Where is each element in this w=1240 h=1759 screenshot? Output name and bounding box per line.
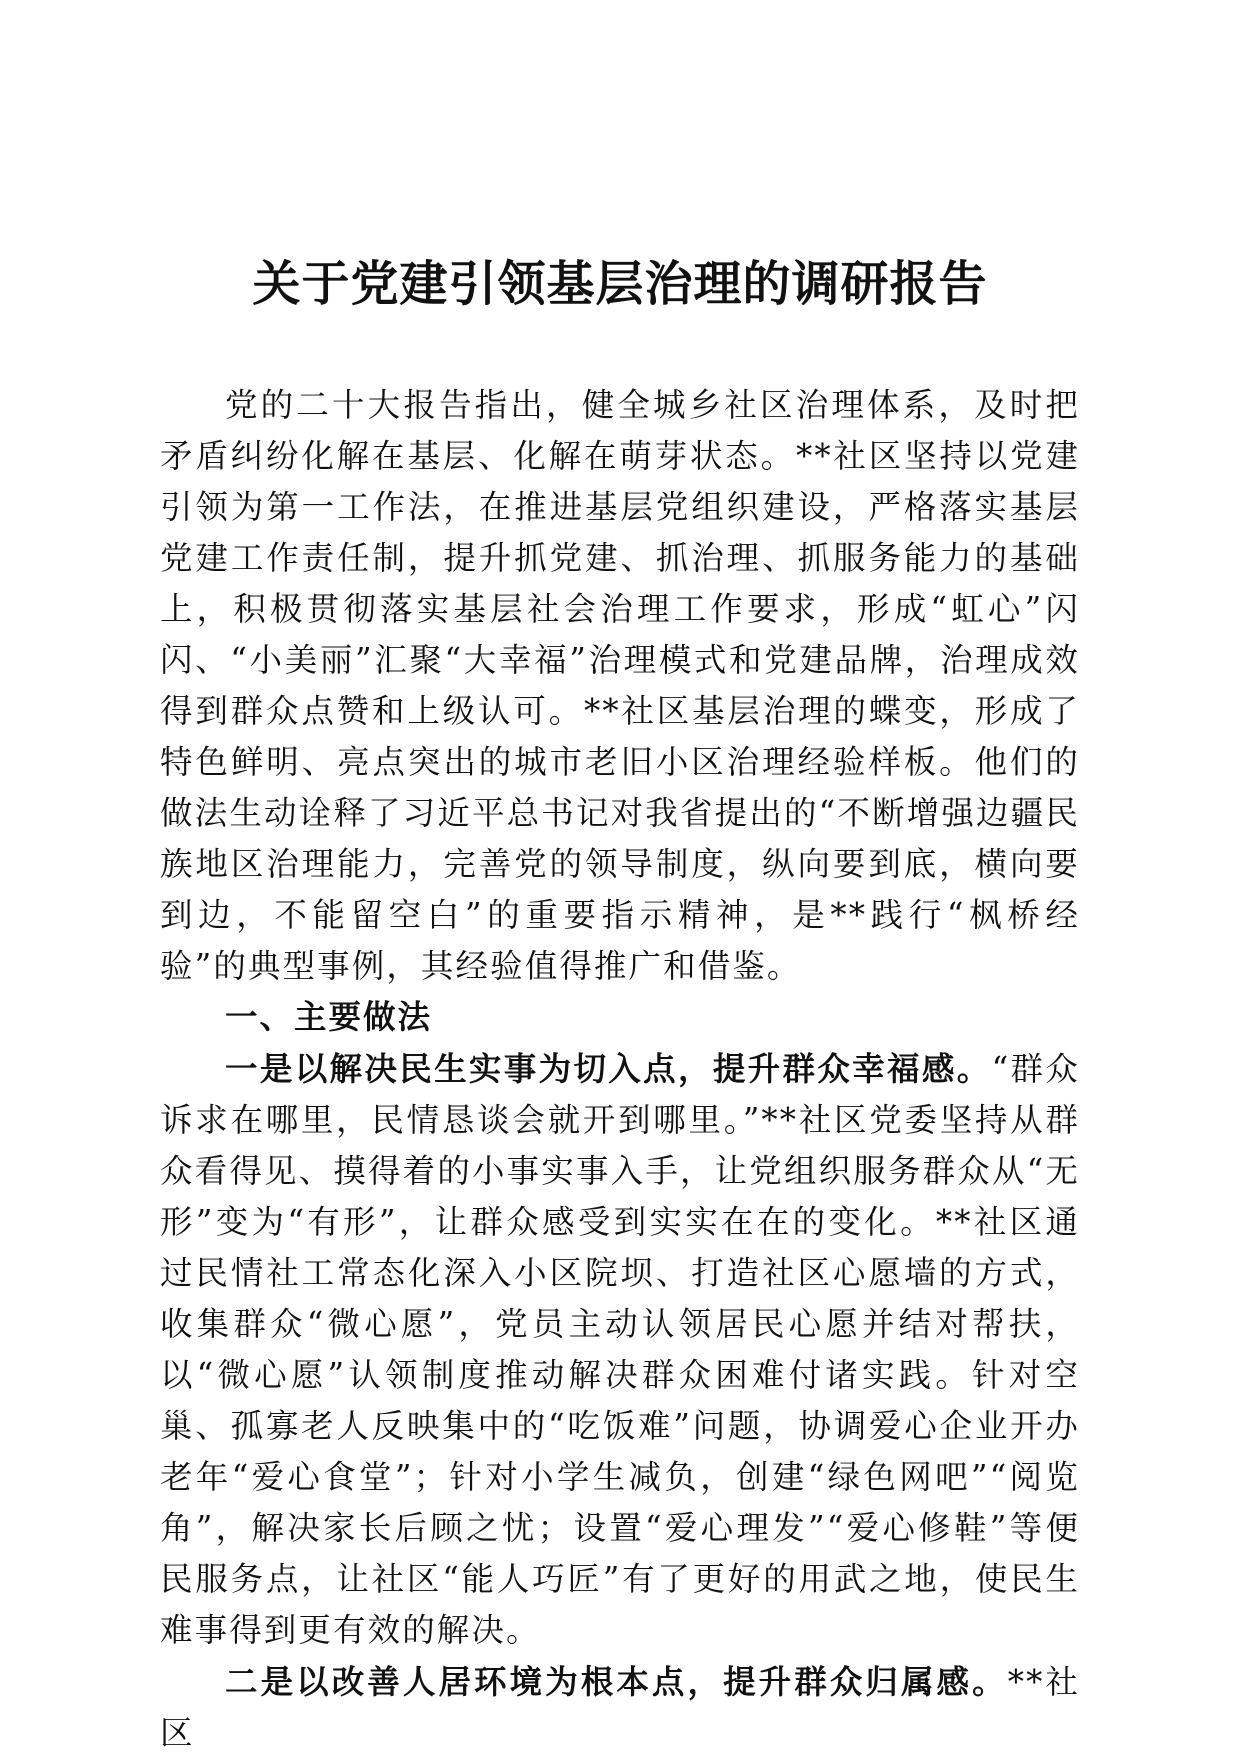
intro-paragraph: 党的二十大报告指出，健全城乡社区治理体系，及时把矛盾纠纷化解在基层、化解在萌芽状态。**社区坚持以党建引领为第一工作法，在推进基层党组织建设，严格落实基层党建工作责任制，提升抓党建、抓治理、抓服务能力的基础上，积极贯彻落实基层社会治理工作要求，形成“虹心”闪闪、“小美丽”汇聚“大幸福”治理模式和党建品牌，治理成效得到群众点赞和上级认可。**社区基层治理的蝶变，形成了特色鲜明、亮点突出的城市老旧小区治理经验样板。他们的做法生动诠释了习近平总书记对我省提出的“不断增强边疆民族地区治理能力，完善党的领导制度，纵向要到底，横向要到边，不能留空白”的重要指示精神，是**践行“枫桥经验”的典型事例，其经验值得推广和借鉴。 xyxy=(160,386,1080,985)
document-body xyxy=(160,380,1080,1759)
point-two-lead: 二是以改善人居环境为根本点，提升群众归属感。 xyxy=(225,1662,1008,1701)
document-title: 关于党建引领基层治理的调研报告 xyxy=(252,256,988,312)
section-heading-main-practices: 一、主要做法 xyxy=(225,998,433,1036)
point-one-body: “群众诉求在哪里，民情恳谈会就开到哪里。”**社区党委坚持从群众看得见、摸得着的小事实事入手，让党组织服务群众从“无形”变为“有形”，让群众感受到实实在在的变化。**社区通过民情社工常态化深入小区院坝、打造社区心愿墙的方式，收集群众“微心愿”，党员主动认领居民心愿并结对帮扶，以“微心愿”认领制度推动解决群众困难付诸实践。针对空巢、孤寡老人反映集中的“吃饭难”问题，协调爱心企业开办老年“爱心食堂”；针对小学生减负，创建“绿色网吧”“阅览角”，解决家长后顾之忧；设置“爱心理发”“爱心修鞋”等便民服务点，让社区“能人巧匠”有了更好的用武之地，使民生难事得到更有效的解决。 xyxy=(160,1050,1080,1649)
point-two-paragraph xyxy=(160,1656,1080,1759)
point-one-paragraph xyxy=(160,1043,1080,1656)
point-two-body: **社区 xyxy=(160,1663,1080,1752)
point-one-lead: 一是以解决民生实事为切入点，提升群众幸福感。 xyxy=(225,1049,992,1088)
